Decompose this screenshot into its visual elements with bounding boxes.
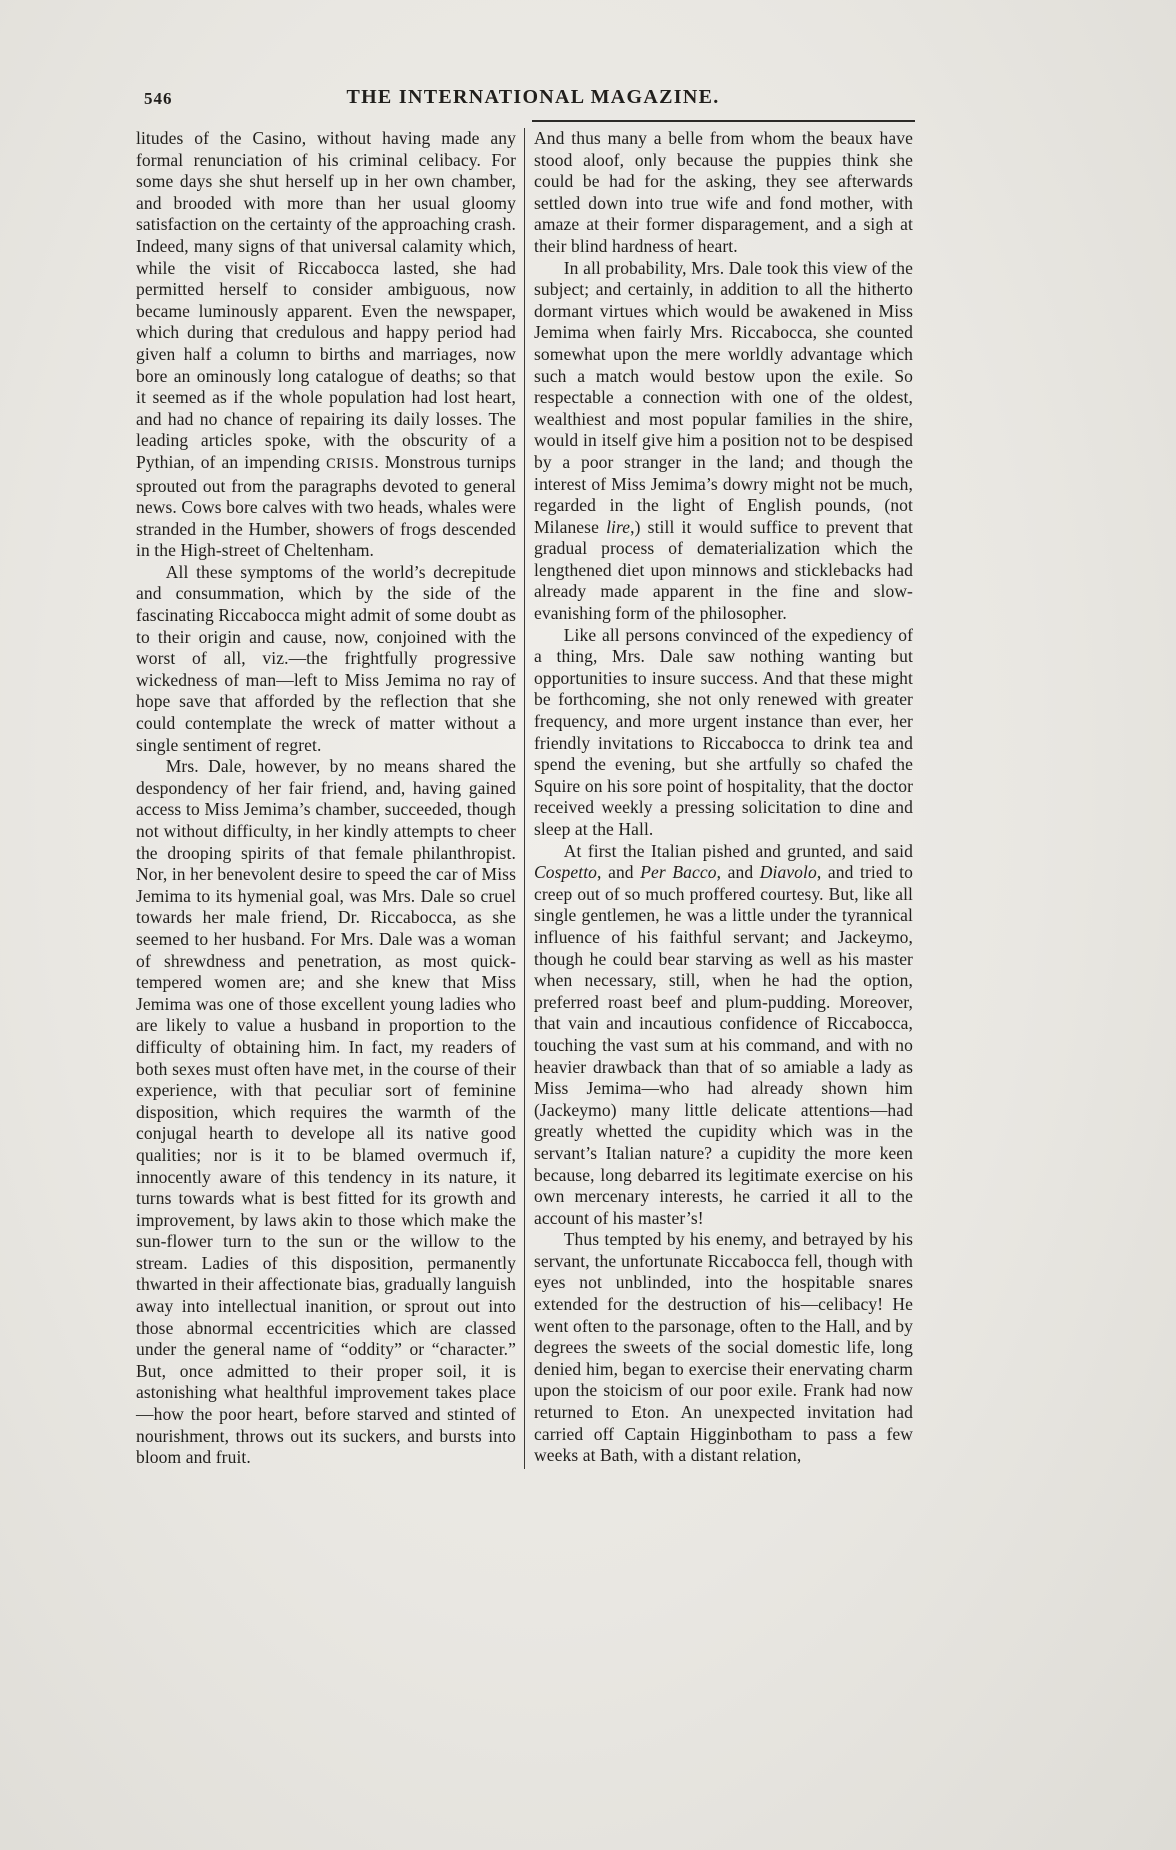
right-column [525, 128, 913, 1469]
paragraph: Mrs. Dale, however, by no means shared the despondency of her fair friend, and, having gained access to Miss Jemima’s chamber, succeeded, though not without difficulty, in her kindly attempts to cheer the drooping spirits of that female philanthropist. Nor, in her benevolent desire to speed the car of Miss Jemima to its hymenial goal, was Mrs. Dale so cruel towards her male friend, Dr. Riccabocca, as she seemed to her husband. For Mrs. Dale was a woman of shrewdness and penetration, as most quick-tempered women are; and she knew that Miss Jemima was one of those excellent young ladies who are likely to value a husband in proportion to the difficulty of obtaining him. In fact, my readers of both sexes must often have met, in the course of their experience, with that peculiar sort of feminine disposition, which requires the warmth of the conjugal hearth to develope all its native good qualities; nor is it to be blamed overmuch if, innocently aware of this tendency in its nature, it turns towards what is best fitted for its growth and improvement, by laws akin to those which make the sun-flower turn to the sun or the willow to the stream. Ladies of this disposition, permanently thwarted in their affectionate bias, gradually languish away into intellectual inanition, or sprout out into those abnormal eccentricities which are classed under the general name of “oddity” or “character.” But, once admitted to their proper soil, it is astonishing what healthful improvement takes place—how the poor heart, before starved and stinted of nourishment, throws out its suckers, and bursts into bloom and fruit. [136, 756, 516, 1468]
left-column [136, 128, 524, 1469]
paragraph: In all probability, Mrs. Dale took this view of the subject; and certainly, in addition to all the hitherto dormant virtues which would be awakened in Miss Jemima when fairly Mrs. Riccabocca, she counted somewhat upon the mere worldly advantage which such a match would bestow upon the exile. So respectable a connection with one of the oldest, wealthiest and most popular families in the shire, would in itself give him a position not to be despised by a poor stranger in the land; and though the interest of Miss Jemima’s dowry might not be much, regarded in the light of English pounds, (not Milanese lire,) still it would suffice to prevent that gradual process of dematerialization which the lengthened diet upon minnows and sticklebacks had already made apparent in the fine and slow-evanishing form of the philosopher. [534, 257, 913, 624]
paragraph: At first the Italian pished and grunted, and said Cospetto, and Per Bacco, and Diavolo, and tried to creep out of so much proffered courtesy. But, like all single gentlemen, he was a little under the tyrannical influence of his faithful servant; and Jackeymo, though he could bear starving as well as his master when necessary, still, when he had the option, preferred roast beef and plum-pudding. Moreover, that vain and incautious confidence of Riccabocca, touching the vast sum at his command, and with no heavier drawback than that of so amiable a lady as Miss Jemima—who had already shown him (Jackeymo) many little delicate attentions—had greatly whetted the cupidity which was in the servant’s Italian nature? a cupidity the more keen because, long debarred its legitimate exercise on his own mercenary interests, he carried it all to the account of his master’s! [534, 840, 913, 1228]
paragraph: Thus tempted by his enemy, and betrayed by his servant, the unfortunate Riccabocca fell, though with eyes not unblinded, into the hospitable snares extended for the destruction of his—celibacy! He went often to the parsonage, often to the Hall, and by degrees the sweets of the social domestic life, long denied him, began to exercise their enervating charm upon the stoicism of our poor exile. Frank had now returned to Eton. An unexpected invitation had carried off Captain Higginbotham to pass a few weeks at Bath, with a distant relation, [534, 1229, 913, 1466]
paragraph: All these symptoms of the world’s decrepitude and consummation, which by the side of the fascinating Riccabocca might admit of some doubt as to their origin and cause, now, conjoined with the worst of all, viz.—the frightfully progressive wickedness of man—left to Miss Jemima no ray of hope save that afforded by the reflection that she could contemplate the wreck of matter without a single sentiment of regret. [136, 561, 516, 755]
paragraph: Like all persons convinced of the expediency of a thing, Mrs. Dale saw nothing wanting but opportunities to insure success. And that these might be forthcoming, she not only renewed with greater frequency, and more urgent instance than ever, her friendly invitations to Riccabocca to drink tea and spend the evening, but she artfully so chafed the Squire on his sore point of hospitality, that the doctor received weekly a pressing solicitation to dine and sleep at the Hall. [534, 624, 913, 839]
running-title: THE INTERNATIONAL MAGAZINE. [346, 86, 720, 108]
paragraph: And thus many a belle from whom the beaux have stood aloof, only because the puppies think she could be had for the asking, they see afterwards settled down into true wife and fond mother, with amaze at their former disparagement, and a sigh at their blind hardness of heart. [534, 128, 913, 256]
text-columns [136, 128, 930, 1469]
page-header [136, 84, 930, 116]
page-number: 546 [144, 89, 173, 108]
paragraph: litudes of the Casino, without having made any formal renunciation of his criminal celibacy. For some days she shut herself up in her own chamber, and brooded with more than her usual gloomy satisfaction on the certainty of the approaching crash. Indeed, many signs of that universal calamity which, while the visit of Riccabocca lasted, she had permitted herself to consider ambiguous, now became luminously apparent. Even the newspaper, which during that credulous and happy period had given half a column to births and marriages, now bore an ominously long catalogue of deaths; so that it seemed as if the whole population had lost heart, and had no chance of repairing its daily losses. The leading articles spoke, with the obscurity of a Pythian, of an impending CRISIS. Monstrous turnips sprouted out from the paragraphs devoted to general news. Cows bore calves with two heads, whales were stranded in the Humber, showers of frogs descended in the High-street of Cheltenham. [136, 128, 516, 561]
